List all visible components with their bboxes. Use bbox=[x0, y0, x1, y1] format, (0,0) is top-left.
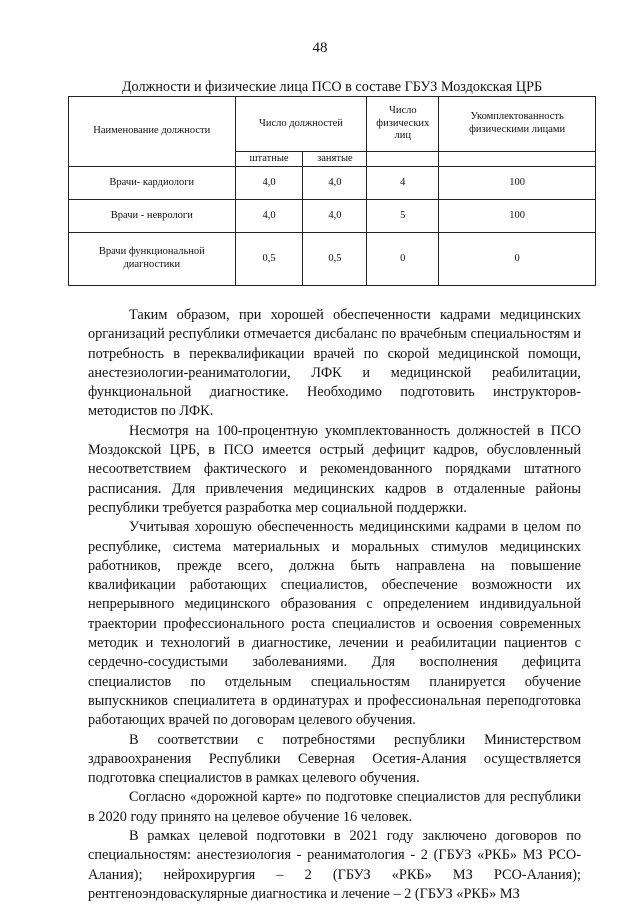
paragraph: Таким образом, при хорошей обеспеченности кадрами медицинских организаций республики отмечается дисбаланс по врачебным специальностям и потребность в переквалификации врачей по скорой медицинской помощи, анестезиологии-реаниматологии, ЛФК и медицинской реабилитации, функциональной диагностике. Необходимо подготовить инструкторов-методистов по ЛФК. bbox=[88, 307, 581, 420]
header-persons: Число физических лиц bbox=[367, 97, 439, 152]
paragraph: В рамках целевой подготовки в 2021 году заключено договоров по специальностям: анестезиология - реаниматология - 2 (ГБУЗ «РКБ» МЗ РСО-Алания); нейрохирургия – 2 (ГБУЗ «РКБ» МЗ РСО-Алания); рентгеноэндоваскулярные диагностика и лечение – 2 (ГБУЗ «РКБ» МЗ bbox=[88, 828, 581, 902]
row-staffing: 0 bbox=[439, 233, 596, 286]
paragraph: В соответствии с потребностями республики Министерством здравоохранения Республики Северная Осетия-Алания осуществляется подготовка специалистов в рамках целевого обучения. bbox=[88, 731, 581, 787]
staffing-table bbox=[68, 96, 596, 286]
row-persons: 0 bbox=[367, 233, 439, 286]
row-name: Врачи функциональной диагностики bbox=[69, 233, 236, 286]
paragraph: Несмотря на 100-процентную укомплектованность должностей в ПСО Моздокской ЦРБ, в ПСО имеется острый дефицит кадров, обусловленный несоответствием фактического и рекомендованного порядками штатного расписания. Для привлечения медицинских кадров в отдаленные районы республики требуется разработка мер социальной поддержки. bbox=[88, 422, 581, 516]
row-occupied: 4,0 bbox=[303, 200, 367, 233]
header-occupied: занятые bbox=[303, 152, 367, 167]
header-staffing-empty bbox=[439, 152, 596, 167]
row-occupied: 0,5 bbox=[303, 233, 367, 286]
header-staffing: Укомплектованность физическими лицами bbox=[439, 97, 596, 152]
table-title: Должности и физические лица ПСО в составе ГБУЗ Моздокская ЦРБ bbox=[121, 79, 543, 95]
row-name: Врачи - неврологи bbox=[69, 200, 236, 233]
body-text bbox=[88, 306, 581, 904]
table-header-row bbox=[69, 97, 596, 152]
row-name: Врачи- кардиологи bbox=[69, 167, 236, 200]
header-positions-count: Число должностей bbox=[235, 97, 367, 152]
row-staff: 4,0 bbox=[235, 200, 303, 233]
row-persons: 4 bbox=[367, 167, 439, 200]
row-staffing: 100 bbox=[439, 167, 596, 200]
paragraph: Согласно «дорожной карте» по подготовке специалистов для республики в 2020 году принято на целевое обучение 16 человек. bbox=[88, 789, 581, 825]
row-staff: 4,0 bbox=[235, 167, 303, 200]
row-occupied: 4,0 bbox=[303, 167, 367, 200]
paragraph: Учитывая хорошую обеспеченность медицинскими кадрами в целом по республике, система материальных и моральных стимулов медицинских работников, прежде всего, должна быть направлена на повышение квалификации работающих специалистов, обеспечение возможности их непрерывного медицинского образования с определением индивидуальной траектории профессионального роста специалистов и освоения современных методик и технологий в диагностике, лечении и реабилитации пациентов с сердечно-сосудистыми заболеваниями. Для восполнения дефицита специалистов по отдельным специальностям планируется обучение выпускников специалитета в ординатурах и профессиональная переподготовка работающих врачей по договорам целевого обучения. bbox=[88, 519, 581, 729]
table-row bbox=[69, 167, 596, 200]
table-row bbox=[69, 233, 596, 286]
row-persons: 5 bbox=[367, 200, 439, 233]
table-row bbox=[69, 200, 596, 233]
page-number: 48 bbox=[312, 40, 328, 56]
header-persons-empty bbox=[367, 152, 439, 167]
header-staff: штатные bbox=[235, 152, 303, 167]
header-position: Наименование должности bbox=[69, 97, 236, 167]
row-staff: 0,5 bbox=[235, 233, 303, 286]
row-staffing: 100 bbox=[439, 200, 596, 233]
